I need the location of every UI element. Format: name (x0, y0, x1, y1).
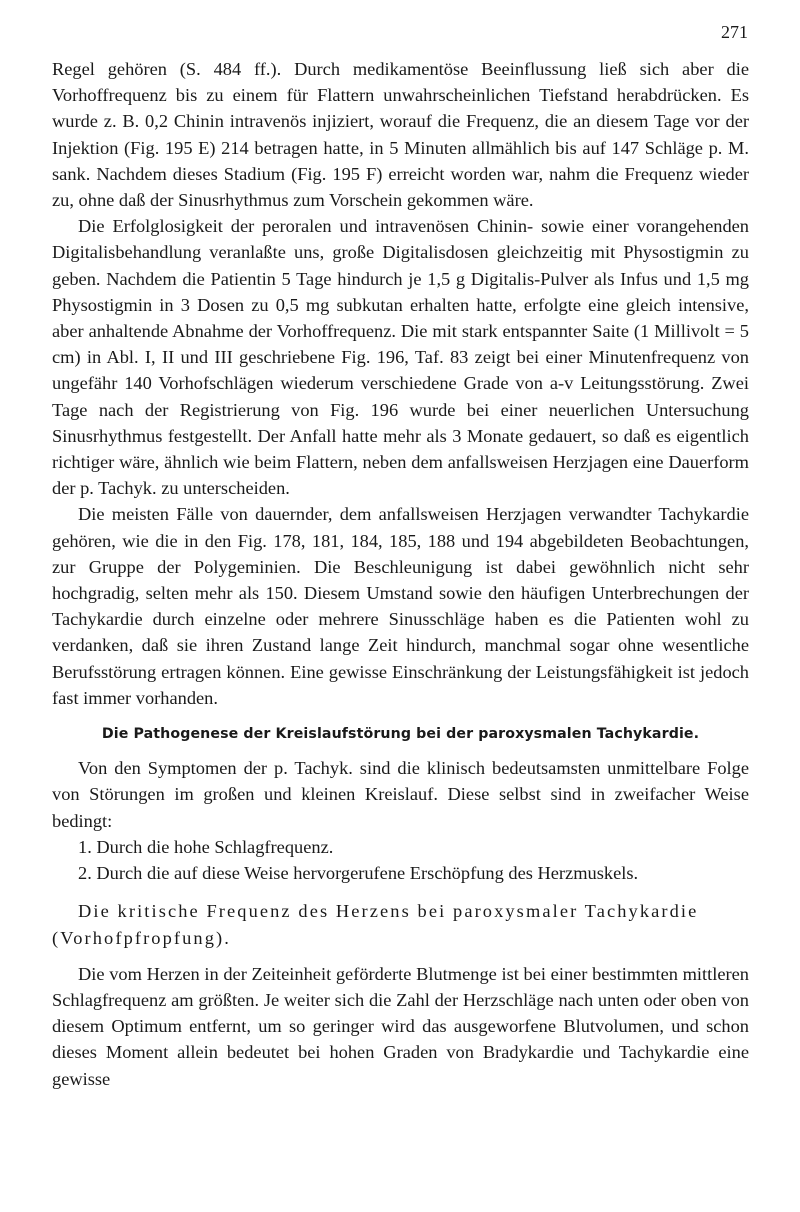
page-body (52, 56, 749, 1092)
list-item-1: 1. Durch die hohe Schlagfrequenz. (78, 836, 334, 857)
page-number: 271 (721, 22, 748, 42)
paragraph-5: Die vom Herzen in der Zeiteinheit geförderte Blutmenge ist bei einer bestimmten mittleren Schlagfrequenz am größten. Je weiter sich die Zahl der Herzschläge nach unten oder oben von diesem Optimum entfernt, um so geringer wird das ausgeworfene Blutvolumen, und schon dieses Moment allein bedeutet bei hohen Graden von Bradykardie und Tachykardie eine gewisse (52, 963, 749, 1089)
section-heading: Die Pathogenese der Kreislaufstörung bei der paroxysmalen Tachykardie. (101, 726, 700, 743)
subsection-heading-text: Die kritische Frequenz des Herzens bei paroxysmaler Tachykardie (Vorhofpfropfung). (52, 901, 699, 948)
paragraph-2: Die Erfolglosigkeit der peroralen und intravenösen Chinin- sowie einer vorangehenden Digitalisbehandlung veranlaßte uns, große Digitalisdosen gleichzeitig mit Physostigmin zu geben. Nachdem die Patientin 5 Tage hindurch je 1,5 g Digitalis-Pulver als Infus und 1,5 mg Physostigmin in 3 Dosen zu 0,5 mg subkutan erhalten hatte, erfolgte eine gleich intensive, aber anhaltende Abnahme der Vorhoffrequenz. Die mit stark entspannter Saite (1 Millivolt = 5 cm) in Abl. I, II und III geschriebene Fig. 196, Taf. 83 zeigt bei einer Minutenfrequenz von ungefähr 140 Vorhofschlägen wiederum verschiedene Grade von a-v Leitungsstörung. Zwei Tage nach der Registrierung von Fig. 196 wurde bei einer neuerlichen Untersuchung Sinusrhythmus festgestellt. Der Anfall hatte mehr als 3 Monate gedauert, so daß es eigentlich richtiger wäre, ähnlich wie beim Flattern, neben dem anfallsweisen Herzjagen eine Dauerform der p. Tachyk. zu unterscheiden. (52, 216, 749, 499)
paragraph-4: Von den Symptomen der p. Tachyk. sind die klinisch bedeutsamsten unmittelbare Folge von Störungen im großen und kleinen Kreislauf. Diese selbst sind in zweifacher Weise bedingt: (52, 758, 749, 831)
paragraph-3: Die meisten Fälle von dauernder, dem anfallsweisen Herzjagen verwandter Tachykardie gehören, wie die in den Fig. 178, 181, 184, 185, 188 und 194 abgebildeten Beobachtungen, zur Gruppe der Polygeminien. Die Beschleunigung ist dabei gewöhnlich nicht sehr hochgradig, selten mehr als 150. Diesem Umstand sowie den häufigen Unterbrechungen der Tachykardie durch einzelne oder mehrere Sinusschläge haben es die Patienten wohl zu verdanken, daß sie ihren Zustand lange Zeit hindurch, manchmal sogar ohne wesentliche Berufsstörung ertragen können. Eine gewisse Einschränkung der Leistungsfähigkeit ist jedoch fast immer vorhanden. (52, 504, 749, 708)
paragraph-1: Regel gehören (S. 484 ff.). Durch medikamentöse Beeinflussung ließ sich aber die Vorhoffrequenz bis zu einem für Flattern unwahrscheinlichen Tiefstand herabdrücken. Es wurde z. B. 0,2 Chinin intravenös injiziert, worauf die Frequenz, die an diesem Tage vor der Injektion (Fig. 195 E) 214 betragen hatte, in 5 Minuten allmählich bis auf 147 Schläge p. M. sank. Nachdem dieses Stadium (Fig. 195 F) erreicht worden war, nahm die Frequenz wieder zu, ohne daß der Sinusrhythmus zum Vorschein gekommen wäre. (52, 59, 749, 211)
subsection-heading (52, 898, 749, 950)
list-item-2: 2. Durch die auf diese Weise hervorgerufene Erschöpfung des Herzmuskels. (78, 863, 639, 884)
